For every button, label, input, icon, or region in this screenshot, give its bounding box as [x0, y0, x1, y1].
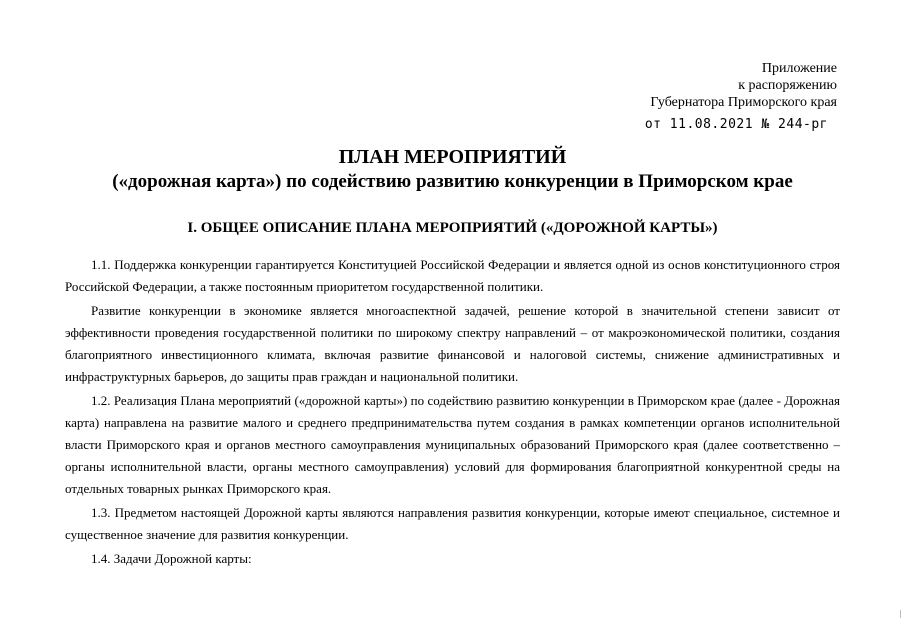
- appendix-line-1: Приложение: [761, 61, 837, 76]
- appendix-block: [650, 60, 837, 111]
- document-body: [65, 254, 840, 572]
- paragraph-1-4: 1.4. Задачи Дорожной карты:: [91, 551, 252, 566]
- paragraph-development: Развитие конкуренции в экономике является многоаспектной задачей, решение которой в значительной степени зависит от эффективности проведения государственной политики по широкому спектру направлений – от макроэкономической политики, создания благоприятного инвестиционного климата, включая развитие финансовой и налоговой системы, снижение административных и инфраструктурных барьеров, до защиты прав граждан и национальной политики.: [65, 303, 840, 384]
- order-number-stamp: от 11.08.2021 № 244-рг: [644, 117, 828, 132]
- page-edge-mark: [900, 610, 901, 618]
- paragraph-1-3: 1.3. Предметом настоящей Дорожной карты являются направления развития конкуренции, которые имеют специальное, системное и существенное значение для развития конкуренции.: [65, 505, 840, 542]
- paragraph-1-2: 1.2. Реализация Плана мероприятий («дорожной карты») по содействию развитию конкуренции в Приморском крае (далее - Дорожная карта) направлена на развитие малого и среднего предпринимательства путем создания в рамках компетенции органов исполнительной власти Приморского края и органов местного самоуправления муниципальных образований Приморского края (далее соответственно – органы исполнительной власти, органы местного самоуправления) условий для формирования благоприятной конкурентной среды на отдельных товарных рынках Приморского края.: [65, 393, 840, 496]
- section-heading: I. ОБЩЕЕ ОПИСАНИЕ ПЛАНА МЕРОПРИЯТИЙ («ДОРОЖНОЙ КАРТЫ»): [187, 220, 718, 236]
- appendix-line-3: Губернатора Приморского края: [650, 95, 837, 110]
- document-subtitle: («дорожная карта») по содействию развитию конкуренции в Приморском крае: [112, 171, 793, 192]
- document-title: ПЛАН МЕРОПРИЯТИЙ: [338, 146, 567, 168]
- paragraph-1-1: 1.1. Поддержка конкуренции гарантируется Конституцией Российской Федерации и является одной из основ конституционного строя Российской Федерации, а также постоянным приоритетом государственной политики.: [65, 257, 840, 294]
- appendix-line-2: к распоряжению: [738, 78, 837, 93]
